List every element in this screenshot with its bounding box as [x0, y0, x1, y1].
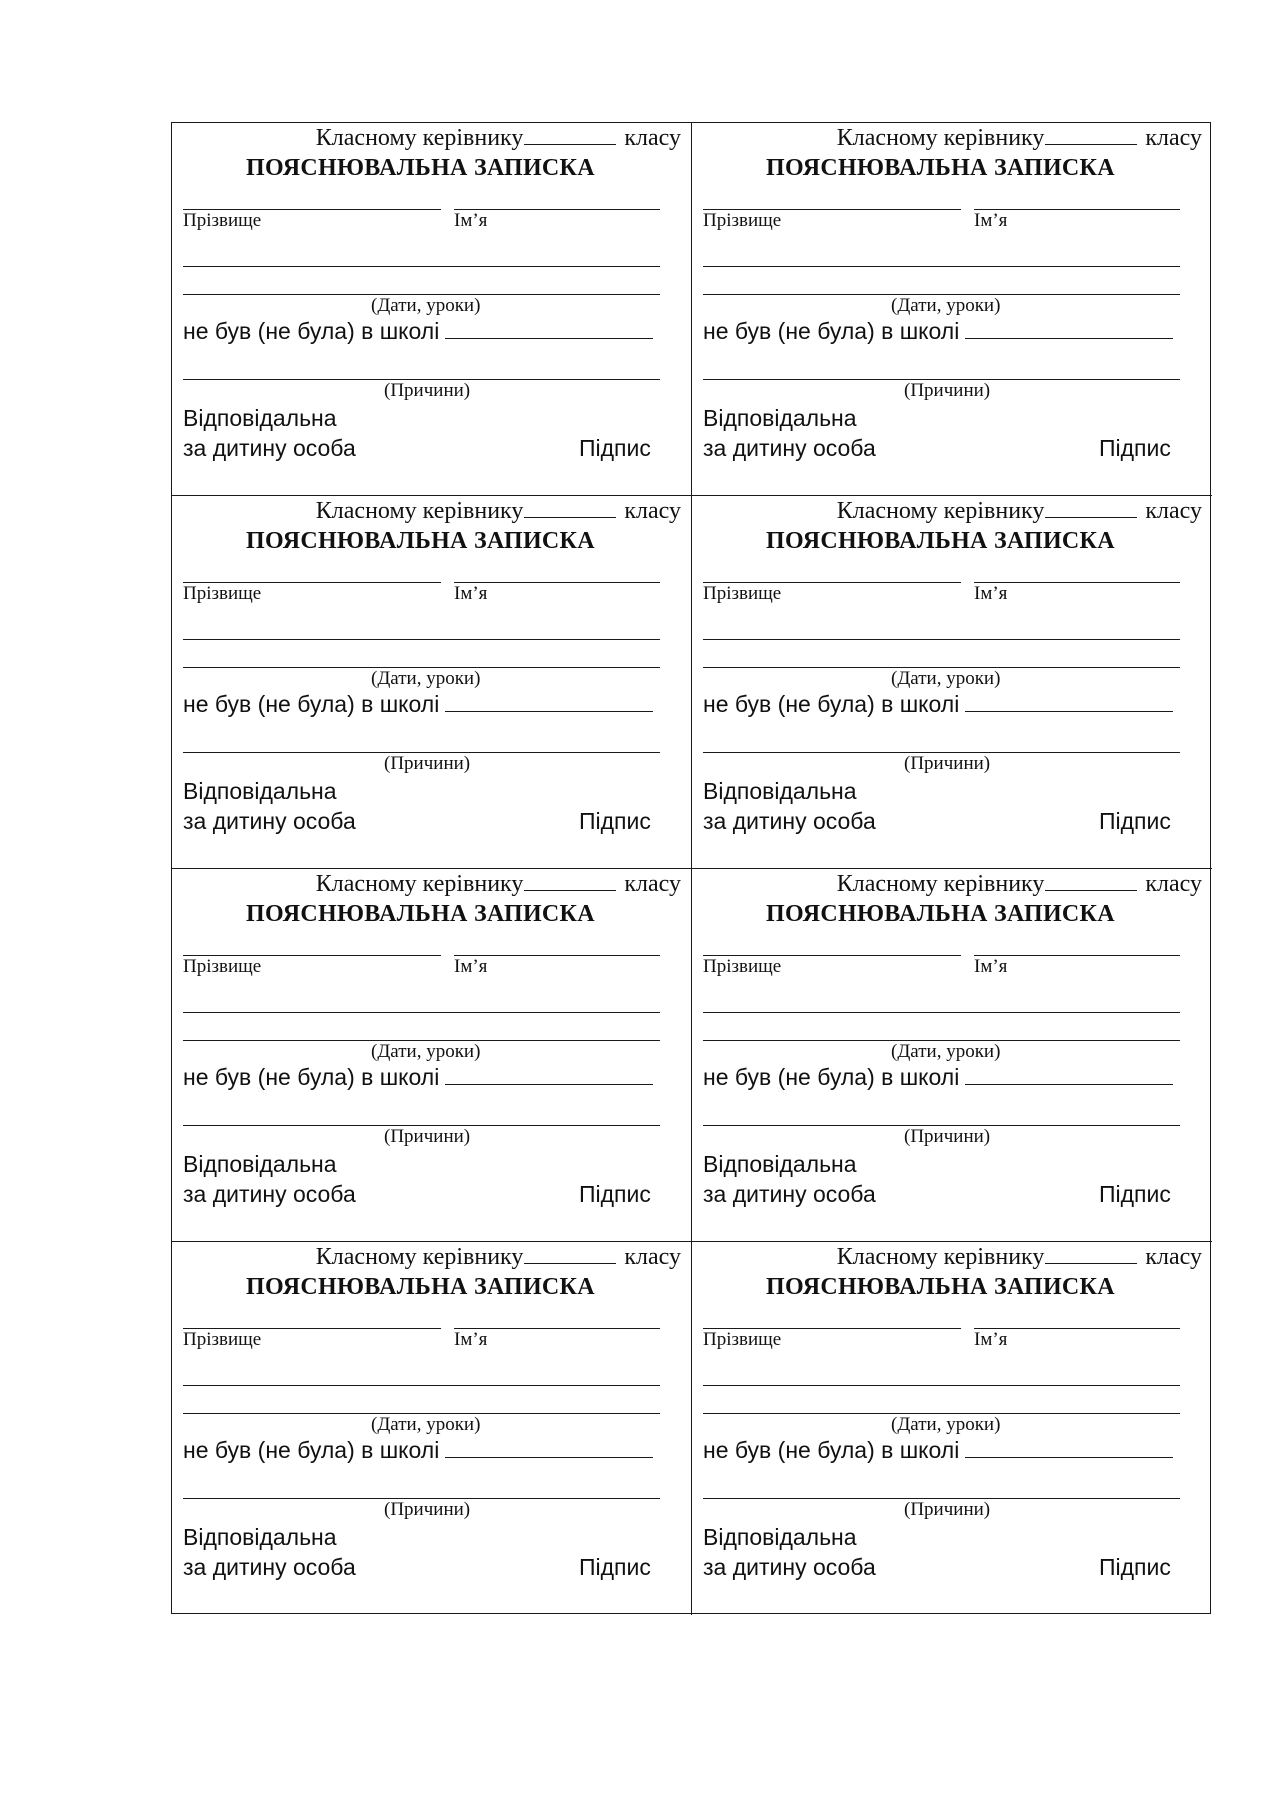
recipient-line — [316, 123, 681, 153]
surname-label: Прізвище — [703, 210, 782, 231]
class-number-blank[interactable] — [524, 1243, 616, 1264]
surname-label: Прізвище — [703, 956, 782, 977]
dates-caption: (Дати, уроки) — [371, 668, 481, 689]
explanatory-note-card — [172, 123, 692, 496]
absent-blank[interactable] — [965, 691, 1173, 712]
responsible-label-line1: Відповідальна — [183, 778, 337, 804]
reasons-caption: (Причини) — [904, 380, 991, 401]
explanatory-note-card — [172, 496, 692, 869]
responsible-label-line1: Відповідальна — [703, 1524, 857, 1550]
absent-blank[interactable] — [965, 318, 1173, 339]
dates-blank-1[interactable] — [703, 266, 1180, 267]
responsible-label-line2: за дитину особа — [703, 435, 876, 461]
reasons-caption: (Причини) — [904, 753, 991, 774]
explanatory-note-card — [692, 1242, 1212, 1615]
note-title: ПОЯСНЮВАЛЬНА ЗАПИСКА — [246, 1274, 595, 1300]
note-title: ПОЯСНЮВАЛЬНА ЗАПИСКА — [766, 155, 1115, 181]
class-number-blank[interactable] — [1045, 497, 1137, 518]
name-label: Ім’я — [974, 956, 1008, 977]
recipient-prefix: Класному керівнику — [315, 1244, 524, 1270]
class-number-blank[interactable] — [1045, 1243, 1137, 1264]
absent-line — [703, 690, 1173, 718]
absent-line — [183, 317, 653, 345]
reasons-caption: (Причини) — [904, 1126, 991, 1147]
absent-label: не був (не була) в школі — [703, 318, 960, 344]
responsible-label-line1: Відповідальна — [183, 1151, 337, 1177]
absent-label: не був (не була) в школі — [183, 691, 440, 717]
recipient-suffix: класу — [1145, 1244, 1202, 1270]
note-title: ПОЯСНЮВАЛЬНА ЗАПИСКА — [766, 528, 1115, 554]
name-label: Ім’я — [974, 210, 1008, 231]
responsible-label-line2: за дитину особа — [703, 1554, 876, 1580]
recipient-line — [837, 496, 1202, 526]
responsible-label-line1: Відповідальна — [183, 1524, 337, 1550]
explanatory-note-card — [692, 123, 1212, 496]
name-label: Ім’я — [974, 1329, 1008, 1350]
dates-caption: (Дати, уроки) — [891, 1041, 1001, 1062]
name-label: Ім’я — [454, 956, 488, 977]
recipient-prefix: Класному керівнику — [836, 125, 1045, 151]
reasons-caption: (Причини) — [384, 1126, 471, 1147]
recipient-suffix: класу — [624, 125, 681, 151]
absent-line — [703, 1063, 1173, 1091]
signature-label: Підпис — [1099, 435, 1171, 461]
absent-blank[interactable] — [965, 1437, 1173, 1458]
class-number-blank[interactable] — [1045, 870, 1137, 891]
notes-sheet — [171, 122, 1211, 1614]
surname-label: Прізвище — [183, 583, 262, 604]
recipient-suffix: класу — [624, 871, 681, 897]
recipient-line — [316, 496, 681, 526]
responsible-label-line1: Відповідальна — [703, 405, 857, 431]
absent-blank[interactable] — [445, 691, 653, 712]
note-title: ПОЯСНЮВАЛЬНА ЗАПИСКА — [766, 1274, 1115, 1300]
signature-label: Підпис — [1099, 1181, 1171, 1207]
absent-label: не був (не була) в школі — [703, 1064, 960, 1090]
recipient-prefix: Класному керівнику — [315, 498, 524, 524]
responsible-label-line2: за дитину особа — [703, 808, 876, 834]
recipient-suffix: класу — [1145, 871, 1202, 897]
class-number-blank[interactable] — [524, 497, 616, 518]
absent-label: не був (не була) в школі — [183, 1064, 440, 1090]
responsible-label-line1: Відповідальна — [703, 778, 857, 804]
recipient-line — [837, 123, 1202, 153]
name-label: Ім’я — [454, 1329, 488, 1350]
name-label: Ім’я — [454, 583, 488, 604]
dates-blank-1[interactable] — [703, 1385, 1180, 1386]
surname-label: Прізвище — [183, 1329, 262, 1350]
note-title: ПОЯСНЮВАЛЬНА ЗАПИСКА — [766, 901, 1115, 927]
signature-label: Підпис — [579, 808, 651, 834]
absent-blank[interactable] — [445, 1064, 653, 1085]
recipient-prefix: Класному керівнику — [315, 125, 524, 151]
dates-caption: (Дати, уроки) — [891, 668, 1001, 689]
signature-label: Підпис — [1099, 1554, 1171, 1580]
absent-label: не був (не була) в школі — [703, 691, 960, 717]
absent-line — [183, 1063, 653, 1091]
explanatory-note-card — [692, 869, 1212, 1242]
reasons-caption: (Причини) — [384, 380, 471, 401]
absent-line — [703, 1436, 1173, 1464]
absent-label: не був (не була) в школі — [703, 1437, 960, 1463]
recipient-prefix: Класному керівнику — [836, 871, 1045, 897]
absent-blank[interactable] — [445, 318, 653, 339]
responsible-label-line2: за дитину особа — [183, 1181, 356, 1207]
dates-caption: (Дати, уроки) — [371, 1414, 481, 1435]
absent-line — [703, 317, 1173, 345]
recipient-line — [837, 1242, 1202, 1272]
surname-label: Прізвище — [703, 1329, 782, 1350]
recipient-suffix: класу — [624, 498, 681, 524]
responsible-label-line2: за дитину особа — [183, 1554, 356, 1580]
note-title: ПОЯСНЮВАЛЬНА ЗАПИСКА — [246, 528, 595, 554]
class-number-blank[interactable] — [524, 870, 616, 891]
signature-label: Підпис — [1099, 808, 1171, 834]
absent-blank[interactable] — [965, 1064, 1173, 1085]
recipient-prefix: Класному керівнику — [836, 1244, 1045, 1270]
surname-label: Прізвище — [183, 956, 262, 977]
absent-line — [183, 1436, 653, 1464]
responsible-label-line2: за дитину особа — [703, 1181, 876, 1207]
dates-caption: (Дати, уроки) — [371, 295, 481, 316]
dates-caption: (Дати, уроки) — [891, 1414, 1001, 1435]
reasons-caption: (Причини) — [384, 1499, 471, 1520]
recipient-prefix: Класному керівнику — [315, 871, 524, 897]
note-title: ПОЯСНЮВАЛЬНА ЗАПИСКА — [246, 901, 595, 927]
dates-blank-1[interactable] — [703, 1012, 1180, 1013]
explanatory-note-card — [172, 869, 692, 1242]
dates-caption: (Дати, уроки) — [891, 295, 1001, 316]
responsible-label-line1: Відповідальна — [183, 405, 337, 431]
responsible-label-line2: за дитину особа — [183, 435, 356, 461]
dates-blank-1[interactable] — [703, 639, 1180, 640]
recipient-line — [837, 869, 1202, 899]
dates-blank-1[interactable] — [183, 639, 660, 640]
dates-blank-1[interactable] — [183, 266, 660, 267]
recipient-suffix: класу — [624, 1244, 681, 1270]
explanatory-note-card — [172, 1242, 692, 1615]
signature-label: Підпис — [579, 1554, 651, 1580]
name-label: Ім’я — [454, 210, 488, 231]
dates-blank-1[interactable] — [183, 1385, 660, 1386]
reasons-caption: (Причини) — [384, 753, 471, 774]
recipient-line — [316, 869, 681, 899]
name-label: Ім’я — [974, 583, 1008, 604]
note-title: ПОЯСНЮВАЛЬНА ЗАПИСКА — [246, 155, 595, 181]
signature-label: Підпис — [579, 435, 651, 461]
reasons-caption: (Причини) — [904, 1499, 991, 1520]
recipient-prefix: Класному керівнику — [836, 498, 1045, 524]
recipient-suffix: класу — [1145, 498, 1202, 524]
class-number-blank[interactable] — [1045, 124, 1137, 145]
absent-blank[interactable] — [445, 1437, 653, 1458]
surname-label: Прізвище — [183, 210, 262, 231]
recipient-line — [316, 1242, 681, 1272]
explanatory-note-card — [692, 496, 1212, 869]
signature-label: Підпис — [579, 1181, 651, 1207]
absent-line — [183, 690, 653, 718]
class-number-blank[interactable] — [524, 124, 616, 145]
surname-label: Прізвище — [703, 583, 782, 604]
responsible-label-line1: Відповідальна — [703, 1151, 857, 1177]
recipient-suffix: класу — [1145, 125, 1202, 151]
absent-label: не був (не була) в школі — [183, 1437, 440, 1463]
responsible-label-line2: за дитину особа — [183, 808, 356, 834]
dates-caption: (Дати, уроки) — [371, 1041, 481, 1062]
dates-blank-1[interactable] — [183, 1012, 660, 1013]
absent-label: не був (не була) в школі — [183, 318, 440, 344]
